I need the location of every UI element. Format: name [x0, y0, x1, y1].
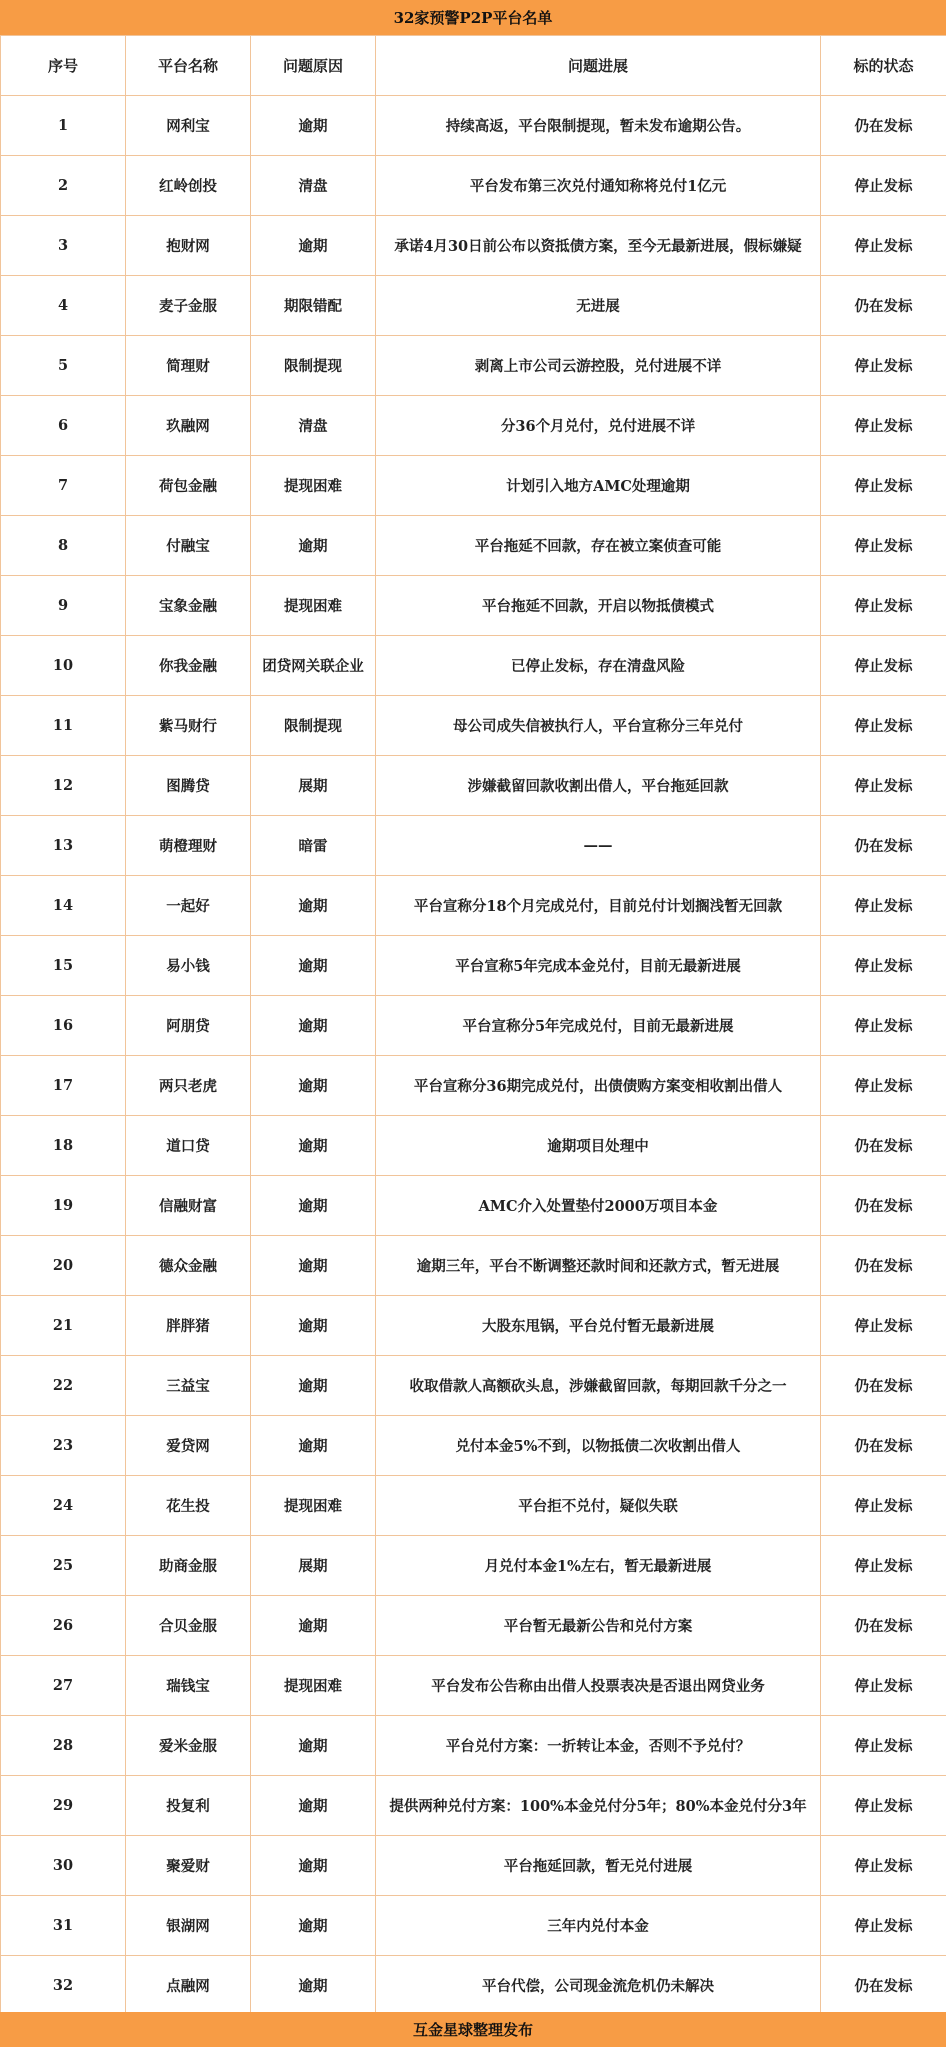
table-row: [1, 1656, 946, 1716]
table-row: [1, 1176, 946, 1236]
row-platform-name: 爱米金服: [126, 1716, 251, 1776]
row-platform-name: 图腾贷: [126, 756, 251, 816]
row-index: 32: [1, 1956, 126, 2016]
row-index: 2: [1, 156, 126, 216]
row-index: 6: [1, 396, 126, 456]
footer-credit: 互金星球整理发布: [0, 2012, 946, 2047]
row-listing-status: 仍在发标: [821, 1356, 946, 1416]
row-issue-cause: 逾期: [251, 1056, 376, 1116]
row-issue-progress: 提供两种兑付方案：100%本金兑付分5年；80%本金兑付分3年: [376, 1776, 821, 1836]
row-issue-progress: 平台发布第三次兑付通知称将兑付1亿元: [376, 156, 821, 216]
row-platform-name: 道口贷: [126, 1116, 251, 1176]
row-issue-progress: 计划引入地方AMC处理逾期: [376, 456, 821, 516]
table-row: [1, 1236, 946, 1296]
row-platform-name: 你我金融: [126, 636, 251, 696]
row-listing-status: 停止发标: [821, 1296, 946, 1356]
table-row: [1, 1356, 946, 1416]
row-platform-name: 两只老虎: [126, 1056, 251, 1116]
row-platform-name: 花生投: [126, 1476, 251, 1536]
header-index: 序号: [1, 36, 126, 96]
header-platform-name: 平台名称: [126, 36, 251, 96]
row-platform-name: 简理财: [126, 336, 251, 396]
table-row: [1, 696, 946, 756]
table-row: [1, 216, 946, 276]
table-row: [1, 996, 946, 1056]
row-issue-progress: 逾期三年，平台不断调整还款时间和还款方式，暂无进展: [376, 1236, 821, 1296]
row-issue-progress: 平台拖延不回款，存在被立案侦查可能: [376, 516, 821, 576]
row-listing-status: 停止发标: [821, 996, 946, 1056]
row-index: 1: [1, 96, 126, 156]
row-listing-status: 仍在发标: [821, 1956, 946, 2016]
row-listing-status: 停止发标: [821, 1476, 946, 1536]
table-row: [1, 1536, 946, 1596]
row-platform-name: 紫马财行: [126, 696, 251, 756]
row-issue-progress: 平台宣称分18个月完成兑付，目前兑付计划搁浅暂无回款: [376, 876, 821, 936]
row-listing-status: 仍在发标: [821, 276, 946, 336]
row-issue-progress: 涉嫌截留回款收割出借人，平台拖延回款: [376, 756, 821, 816]
row-issue-cause: 提现困难: [251, 1656, 376, 1716]
row-issue-cause: 逾期: [251, 996, 376, 1056]
row-index: 9: [1, 576, 126, 636]
row-issue-cause: 清盘: [251, 156, 376, 216]
row-platform-name: 银湖网: [126, 1896, 251, 1956]
table-row: [1, 456, 946, 516]
row-platform-name: 网利宝: [126, 96, 251, 156]
row-platform-name: 萌橙理财: [126, 816, 251, 876]
row-index: 26: [1, 1596, 126, 1656]
row-listing-status: 停止发标: [821, 1896, 946, 1956]
row-index: 20: [1, 1236, 126, 1296]
row-issue-cause: 展期: [251, 756, 376, 816]
row-issue-progress: 已停止发标，存在清盘风险: [376, 636, 821, 696]
table-header-row: [1, 36, 946, 96]
row-issue-cause: 提现困难: [251, 576, 376, 636]
row-platform-name: 麦子金服: [126, 276, 251, 336]
row-index: 7: [1, 456, 126, 516]
row-issue-cause: 逾期: [251, 1716, 376, 1776]
table-row: [1, 396, 946, 456]
row-platform-name: 宝象金融: [126, 576, 251, 636]
table-row: [1, 96, 946, 156]
row-platform-name: 抱财网: [126, 216, 251, 276]
row-listing-status: 停止发标: [821, 456, 946, 516]
row-platform-name: 付融宝: [126, 516, 251, 576]
row-index: 14: [1, 876, 126, 936]
row-issue-progress: 平台拖延不回款，开启以物抵债模式: [376, 576, 821, 636]
row-index: 16: [1, 996, 126, 1056]
row-index: 8: [1, 516, 126, 576]
row-issue-progress: 平台拒不兑付，疑似失联: [376, 1476, 821, 1536]
row-platform-name: 德众金融: [126, 1236, 251, 1296]
row-listing-status: 停止发标: [821, 1836, 946, 1896]
row-issue-cause: 清盘: [251, 396, 376, 456]
row-listing-status: 停止发标: [821, 1536, 946, 1596]
row-issue-cause: 逾期: [251, 1296, 376, 1356]
row-index: 5: [1, 336, 126, 396]
row-issue-progress: 平台代偿，公司现金流危机仍未解决: [376, 1956, 821, 2016]
row-issue-cause: 逾期: [251, 936, 376, 996]
row-issue-cause: 逾期: [251, 1596, 376, 1656]
row-platform-name: 一起好: [126, 876, 251, 936]
row-listing-status: 停止发标: [821, 156, 946, 216]
row-issue-cause: 逾期: [251, 1416, 376, 1476]
row-listing-status: 停止发标: [821, 936, 946, 996]
row-index: 3: [1, 216, 126, 276]
row-index: 27: [1, 1656, 126, 1716]
row-issue-cause: 期限错配: [251, 276, 376, 336]
table-row: [1, 756, 946, 816]
row-issue-cause: 提现困难: [251, 456, 376, 516]
row-index: 18: [1, 1116, 126, 1176]
row-platform-name: 阿朋贷: [126, 996, 251, 1056]
row-index: 25: [1, 1536, 126, 1596]
row-index: 23: [1, 1416, 126, 1476]
row-issue-cause: 限制提现: [251, 696, 376, 756]
row-platform-name: 红岭创投: [126, 156, 251, 216]
platform-table: [0, 35, 946, 2016]
table-title: 32家预警P2P平台名单: [0, 0, 946, 35]
row-issue-progress: 逾期项目处理中: [376, 1116, 821, 1176]
row-index: 15: [1, 936, 126, 996]
table-row: [1, 1836, 946, 1896]
row-index: 22: [1, 1356, 126, 1416]
row-platform-name: 合贝金服: [126, 1596, 251, 1656]
row-listing-status: 停止发标: [821, 1056, 946, 1116]
row-listing-status: 停止发标: [821, 396, 946, 456]
row-issue-cause: 逾期: [251, 1956, 376, 2016]
row-issue-progress: 平台拖延回款，暂无兑付进展: [376, 1836, 821, 1896]
row-platform-name: 易小钱: [126, 936, 251, 996]
row-listing-status: 仍在发标: [821, 1236, 946, 1296]
row-issue-cause: 团贷网关联企业: [251, 636, 376, 696]
row-index: 19: [1, 1176, 126, 1236]
table-row: [1, 936, 946, 996]
row-issue-cause: 逾期: [251, 1356, 376, 1416]
row-platform-name: 三益宝: [126, 1356, 251, 1416]
row-issue-cause: 逾期: [251, 516, 376, 576]
row-issue-progress: 大股东甩锅，平台兑付暂无最新进展: [376, 1296, 821, 1356]
table-row: [1, 156, 946, 216]
table-row: [1, 636, 946, 696]
row-listing-status: 仍在发标: [821, 1596, 946, 1656]
row-listing-status: 停止发标: [821, 876, 946, 936]
row-listing-status: 停止发标: [821, 1656, 946, 1716]
row-listing-status: 停止发标: [821, 696, 946, 756]
table-row: [1, 1896, 946, 1956]
row-index: 11: [1, 696, 126, 756]
row-listing-status: 仍在发标: [821, 1116, 946, 1176]
table-row: [1, 1296, 946, 1356]
row-listing-status: 停止发标: [821, 1776, 946, 1836]
row-issue-progress: 平台兑付方案：一折转让本金，否则不予兑付？: [376, 1716, 821, 1776]
row-index: 29: [1, 1776, 126, 1836]
row-issue-progress: 平台发布公告称由出借人投票表决是否退出网贷业务: [376, 1656, 821, 1716]
row-platform-name: 玖融网: [126, 396, 251, 456]
row-platform-name: 投复利: [126, 1776, 251, 1836]
row-listing-status: 停止发标: [821, 756, 946, 816]
header-issue-progress: 问题进展: [376, 36, 821, 96]
row-issue-cause: 暗雷: [251, 816, 376, 876]
row-issue-progress: 平台暂无最新公告和兑付方案: [376, 1596, 821, 1656]
row-issue-progress: 承诺4月30日前公布以资抵债方案，至今无最新进展，假标嫌疑: [376, 216, 821, 276]
row-issue-progress: 持续高返，平台限制提现，暂未发布逾期公告。: [376, 96, 821, 156]
table-row: [1, 816, 946, 876]
row-issue-cause: 逾期: [251, 1116, 376, 1176]
row-index: 13: [1, 816, 126, 876]
table-row: [1, 1116, 946, 1176]
row-platform-name: 胖胖猪: [126, 1296, 251, 1356]
row-issue-progress: 无进展: [376, 276, 821, 336]
row-listing-status: 停止发标: [821, 636, 946, 696]
table-row: [1, 1596, 946, 1656]
table-row: [1, 576, 946, 636]
row-listing-status: 停止发标: [821, 216, 946, 276]
row-issue-progress: 收取借款人高额砍头息，涉嫌截留回款，每期回款千分之一: [376, 1356, 821, 1416]
row-platform-name: 爱贷网: [126, 1416, 251, 1476]
row-listing-status: 停止发标: [821, 336, 946, 396]
row-platform-name: 助商金服: [126, 1536, 251, 1596]
row-platform-name: 聚爱财: [126, 1836, 251, 1896]
row-index: 10: [1, 636, 126, 696]
row-issue-progress: 月兑付本金1%左右，暂无最新进展: [376, 1536, 821, 1596]
row-index: 4: [1, 276, 126, 336]
row-platform-name: 信融财富: [126, 1176, 251, 1236]
table-body: [1, 96, 946, 2016]
row-listing-status: 停止发标: [821, 1716, 946, 1776]
table-row: [1, 1416, 946, 1476]
row-index: 31: [1, 1896, 126, 1956]
row-listing-status: 仍在发标: [821, 1176, 946, 1236]
row-listing-status: 仍在发标: [821, 96, 946, 156]
row-issue-cause: 逾期: [251, 96, 376, 156]
table-row: [1, 876, 946, 936]
row-platform-name: 荷包金融: [126, 456, 251, 516]
row-issue-cause: 提现困难: [251, 1476, 376, 1536]
table-row: [1, 336, 946, 396]
row-issue-cause: 逾期: [251, 1176, 376, 1236]
table-row: [1, 1956, 946, 2016]
table-row: [1, 1776, 946, 1836]
table-row: [1, 1056, 946, 1116]
row-index: 12: [1, 756, 126, 816]
row-issue-cause: 逾期: [251, 876, 376, 936]
row-issue-progress: ——: [376, 816, 821, 876]
row-issue-cause: 逾期: [251, 1896, 376, 1956]
table-row: [1, 516, 946, 576]
table-row: [1, 276, 946, 336]
table-row: [1, 1716, 946, 1776]
row-listing-status: 停止发标: [821, 576, 946, 636]
row-platform-name: 点融网: [126, 1956, 251, 2016]
table-row: [1, 1476, 946, 1536]
row-issue-cause: 逾期: [251, 1836, 376, 1896]
row-issue-progress: 母公司成失信被执行人，平台宣称分三年兑付: [376, 696, 821, 756]
row-listing-status: 仍在发标: [821, 816, 946, 876]
row-issue-cause: 逾期: [251, 216, 376, 276]
row-index: 24: [1, 1476, 126, 1536]
row-issue-cause: 逾期: [251, 1776, 376, 1836]
row-issue-progress: 兑付本金5%不到，以物抵债二次收割出借人: [376, 1416, 821, 1476]
row-issue-progress: 剥离上市公司云游控股，兑付进展不详: [376, 336, 821, 396]
row-listing-status: 仍在发标: [821, 1416, 946, 1476]
row-issue-progress: 平台宣称分36期完成兑付，出债债购方案变相收割出借人: [376, 1056, 821, 1116]
row-index: 21: [1, 1296, 126, 1356]
row-issue-progress: AMC介入处置垫付2000万项目本金: [376, 1176, 821, 1236]
row-issue-progress: 分36个月兑付，兑付进展不详: [376, 396, 821, 456]
row-platform-name: 瑞钱宝: [126, 1656, 251, 1716]
row-index: 17: [1, 1056, 126, 1116]
row-issue-cause: 限制提现: [251, 336, 376, 396]
header-listing-status: 标的状态: [821, 36, 946, 96]
row-issue-cause: 逾期: [251, 1236, 376, 1296]
row-issue-progress: 平台宣称5年完成本金兑付，目前无最新进展: [376, 936, 821, 996]
header-issue-cause: 问题原因: [251, 36, 376, 96]
row-index: 28: [1, 1716, 126, 1776]
row-issue-progress: 平台宣称分5年完成兑付，目前无最新进展: [376, 996, 821, 1056]
row-issue-cause: 展期: [251, 1536, 376, 1596]
row-listing-status: 停止发标: [821, 516, 946, 576]
row-issue-progress: 三年内兑付本金: [376, 1896, 821, 1956]
row-index: 30: [1, 1836, 126, 1896]
